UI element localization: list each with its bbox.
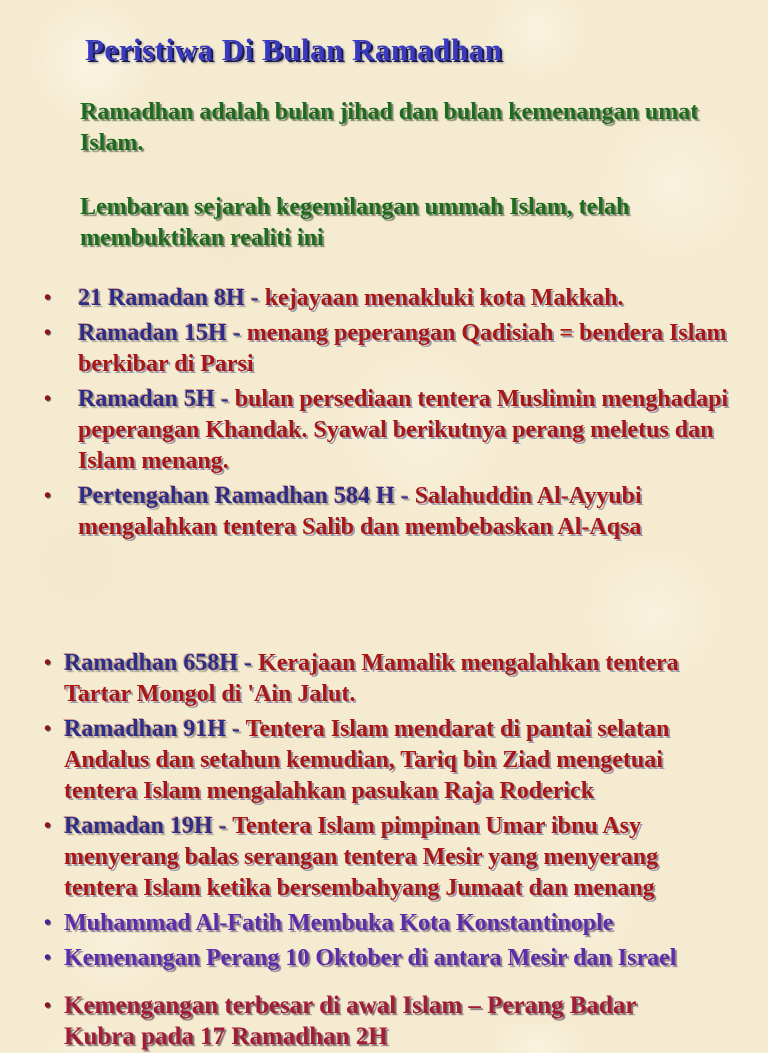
bullet-list-early-events — [44, 283, 768, 543]
event-description: kejayaan menakluki kota Makkah. — [264, 285, 624, 311]
list-item — [44, 481, 768, 543]
event-description: menang peperangan Qadisiah = bendera Islam berkibar di Parsi — [78, 320, 727, 377]
bullet-dot-icon: • — [44, 947, 52, 969]
event-description: bulan persediaan tentera Muslimin menghadapi peperangan Khandak. Syawal berikutnya perang meletus dan Islam menang. — [78, 386, 729, 474]
event-description: Tentera Islam mendarat di pantai selatan Andalus dan setahun kemudian, Tariq bin Ziad mengetuai tentera Islam mengalahkan pasukan Raja Roderick — [64, 716, 670, 804]
list-item — [44, 384, 768, 477]
bullet-list-later-events — [44, 648, 768, 974]
bullet-dot-icon: • — [44, 912, 52, 934]
list-item — [44, 991, 768, 1053]
bullet-dot-icon: • — [44, 322, 52, 344]
bullet-dot-icon: • — [44, 718, 52, 740]
bullet-dot-icon: • — [44, 652, 52, 674]
list-item — [44, 318, 768, 380]
event-text — [78, 283, 740, 314]
bullet-dot-icon: • — [44, 287, 52, 309]
event-description: Salahuddin Al-Ayyubi mengalahkan tentera Salib dan membebaskan Al-Aqsa — [78, 483, 642, 540]
final-event-line-1: Kemengangan terbesar di awal Islam – Perang Badar — [64, 992, 637, 1019]
event-text — [64, 991, 726, 1053]
event-date: Ramadan 15H - — [78, 320, 247, 346]
event-text: Muhammad Al-Fatih Membuka Kota Konstantinople — [64, 910, 614, 936]
bullet-list-final — [44, 991, 768, 1053]
event-text — [78, 384, 740, 477]
bullet-dot-icon: • — [44, 388, 52, 410]
event-date: Ramadan 19H - — [64, 813, 233, 839]
event-date: Ramadhan 91H - — [64, 716, 246, 742]
event-date: 21 Ramadan 8H - — [78, 285, 265, 311]
event-date: Pertengahan Ramadhan 584 H - — [78, 483, 415, 509]
list-item — [44, 648, 768, 710]
event-text — [78, 318, 740, 380]
event-text — [64, 714, 736, 807]
event-text — [64, 811, 736, 904]
final-event-line-2: Kubra pada 17 Ramadhan 2H — [64, 1023, 388, 1050]
list-item — [44, 908, 768, 939]
intro-paragraph-1: Ramadhan adalah bulan jihad dan bulan kemenangan umat Islam. — [80, 99, 699, 156]
event-date: Ramadhan 658H - — [64, 650, 259, 676]
bullet-dot-icon: • — [44, 485, 52, 507]
event-date: Ramadan 5H - — [78, 386, 235, 412]
event-description: Tentera Islam pimpinan Umar ibnu Asy menyerang balas serangan tentera Mesir yang menyerang tentera Islam ketika bersembahyang Jumaat dan menang — [64, 813, 659, 901]
bullet-dot-icon: • — [44, 815, 52, 837]
event-text — [64, 648, 736, 710]
list-item — [44, 714, 768, 807]
slide-title: Peristiwa Di Bulan Ramadhan — [85, 32, 503, 67]
event-text — [78, 481, 740, 543]
bullet-dot-icon: • — [44, 995, 52, 1017]
event-description: Kerajaan Mamalik mengalahkan tentera Tartar Mongol di 'Ain Jalut. — [64, 650, 679, 707]
list-item — [44, 283, 768, 314]
list-item — [44, 943, 768, 974]
event-text: Kemenangan Perang 10 Oktober di antara Mesir dan Israel — [64, 945, 677, 971]
list-item — [44, 811, 768, 904]
intro-paragraph-2: Lembaran sejarah kegemilangan ummah Islam, telah membuktikan realiti ini — [80, 194, 630, 251]
